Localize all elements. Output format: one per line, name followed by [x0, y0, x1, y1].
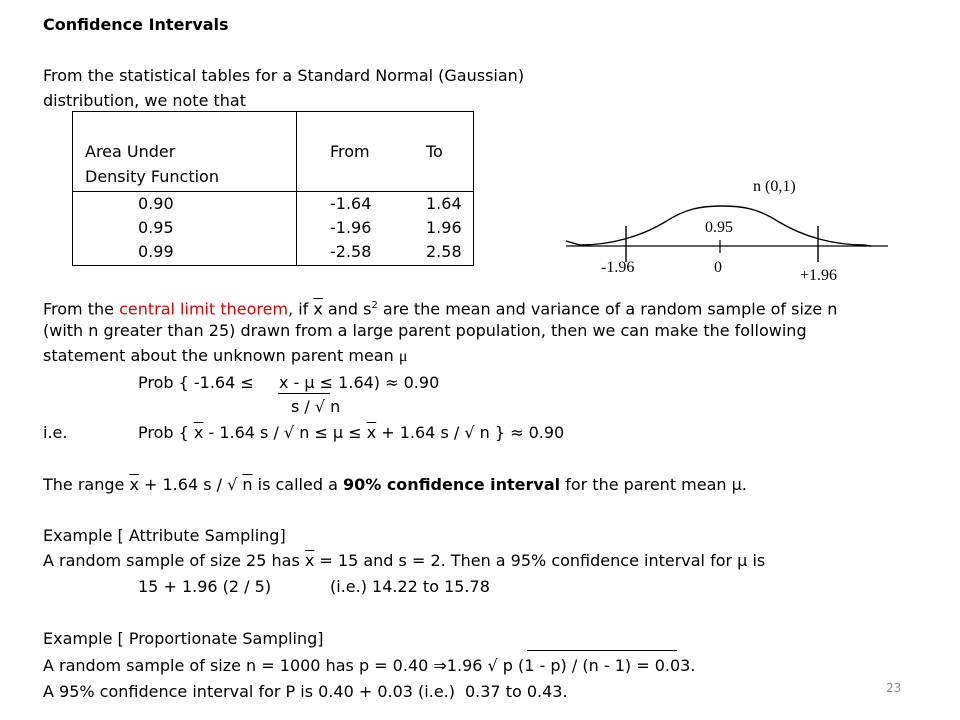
- distribution-label: n (0,1): [753, 178, 796, 195]
- page-number: 23: [886, 681, 902, 695]
- table-cell-area: 0.95: [138, 218, 174, 237]
- range-line: [43, 475, 747, 495]
- attribute-example-line: [43, 551, 765, 571]
- table-header-area-1: Area Under: [85, 142, 176, 161]
- ie-label: i.e.: [43, 423, 68, 442]
- square-superscript: 2: [371, 300, 378, 311]
- prob-statement-denominator: s / √ n: [291, 397, 341, 416]
- range-post: for the parent mean μ.: [560, 475, 747, 494]
- proportion-line-1-post: 1.96 √ p (1 - p) / (n - 1) = 0.03.: [446, 656, 696, 675]
- prob-statement-numerator: x - μ ≤ 1.64) ≈ 0.90: [279, 373, 440, 392]
- sample-mean-symbol: $\overline{x}$: [366, 423, 377, 442]
- implies-arrow-icon: ⇒: [433, 656, 447, 675]
- sqrt-vinculum: [527, 650, 677, 651]
- table-header-from: From: [330, 142, 370, 161]
- table-cell-from: -1.64: [330, 194, 372, 213]
- intro-line-1: From the statistical tables for a Standard Normal (Gaussian): [43, 66, 525, 85]
- table-cell-from: -1.96: [330, 218, 372, 237]
- ie-statement: [138, 423, 564, 443]
- proportion-line-2: [43, 682, 568, 702]
- range-mid2: is called a: [252, 475, 343, 494]
- table-header-area-2: Density Function: [85, 167, 219, 186]
- attribute-line-pre: A random sample of size 25 has: [43, 551, 305, 570]
- attribute-result: (i.e.) 14.22 to 15.78: [330, 577, 490, 596]
- attribute-line-post: = 15 and s = 2. Then a 95% confidence interval for μ is: [314, 551, 766, 570]
- clt-line-1: [43, 296, 837, 319]
- proportion-line-2-pre: A 95% confidence interval for P is 0.40 + 0.03 (i.e.): [43, 682, 455, 701]
- attribute-calculation: 15 + 1.96 (2 / 5): [138, 577, 272, 596]
- table-cell-area: 0.99: [138, 242, 174, 261]
- ie-prefix: Prob {: [138, 423, 189, 442]
- clt-line-1-pre: From the: [43, 299, 120, 319]
- clt-line-3-text: statement about the unknown parent mean: [43, 346, 399, 365]
- proportion-line-1: [43, 656, 695, 676]
- confidence-interval-term: 90% confidence interval: [342, 475, 561, 494]
- clt-term: central limit theorem: [119, 299, 289, 319]
- prob-statement-prefix: Prob { -1.64 ≤: [138, 373, 254, 392]
- table-header-to: To: [426, 142, 443, 161]
- table-cell-to: 1.96: [426, 218, 462, 237]
- clt-line-2: (with n greater than 25) drawn from a large parent population, then we can make the following: [43, 321, 807, 340]
- proportion-example-heading: Example [ Proportionate Sampling]: [43, 629, 324, 648]
- clt-line-1-mid2: and s: [322, 299, 372, 319]
- proportion-line-2-post: 0.37 to 0.43.: [464, 682, 568, 701]
- intro-line-2: distribution, we note that: [43, 91, 246, 110]
- clt-line-1-mid: , if: [288, 299, 314, 319]
- table-cell-area: 0.90: [138, 194, 174, 213]
- lower-bound-label: -1.96: [601, 259, 635, 276]
- page-title: Confidence Intervals: [43, 15, 229, 34]
- sample-mean-symbol: $\overline{x}$: [129, 475, 139, 494]
- mu-symbol: μ: [398, 348, 408, 365]
- range-mid: + 1.64 s / √: [138, 475, 243, 494]
- clt-line-1-post: are the mean and variance of a random sample of size n: [377, 299, 838, 319]
- sqrt-n-symbol: n: [242, 475, 253, 494]
- range-pre: The range: [43, 475, 130, 494]
- sample-mean-symbol: $\overline{x}$: [193, 423, 204, 442]
- attribute-example-heading: Example [ Attribute Sampling]: [43, 526, 286, 545]
- sample-mean-symbol: $\overline{x}$: [304, 551, 315, 570]
- table-cell-to: 2.58: [426, 242, 462, 261]
- sample-mean-symbol: $\overline{x}$: [313, 299, 323, 319]
- center-label: 0: [714, 259, 722, 276]
- clt-line-3: [43, 346, 407, 367]
- table-cell-to: 1.64: [426, 194, 462, 213]
- upper-bound-label: +1.96: [800, 267, 838, 284]
- ie-mid: - 1.64 s / √ n ≤ μ ≤: [203, 423, 367, 442]
- fraction-bar: [278, 393, 330, 394]
- ie-post: + 1.64 s / √ n } ≈ 0.90: [376, 423, 565, 442]
- area-label: 0.95: [705, 219, 733, 236]
- table-cell-from: -2.58: [330, 242, 372, 261]
- proportion-line-1-pre: A random sample of size n = 1000 has p = 0.40: [43, 656, 434, 675]
